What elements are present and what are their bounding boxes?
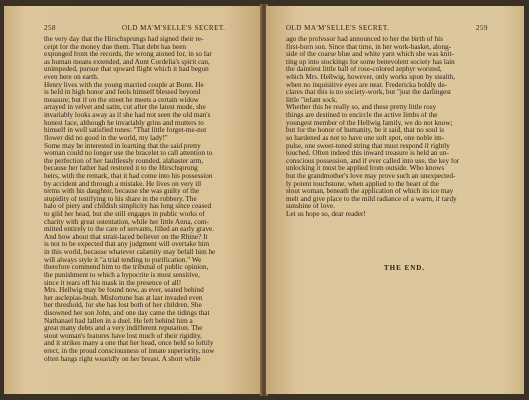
text-line: himself in well satisfied tones: "That little forget-me-not <box>44 127 207 135</box>
text-line: is not to be expected that any judgment will overtake him <box>44 241 210 249</box>
end-marker: THE END. <box>384 264 426 272</box>
text-line: little "infant sock. <box>286 96 338 104</box>
text-line: heirs, with the remark, that it had come into his possession <box>44 172 213 180</box>
page-number: 258 <box>44 24 56 32</box>
running-title: OLD MA'M'SELLE'S SECRET. <box>122 24 226 32</box>
text-line: in this world, because whatever calamity may befall him he <box>44 249 216 257</box>
text-line: Henry lives with the young married couple at Bonn. He <box>44 81 204 89</box>
text-line: pulse, one sweet-toned string that must respond if rightly <box>286 142 450 150</box>
text-line: unlocking it must be applied from outside. Who knows <box>286 165 445 173</box>
text-line: which Mrs. Hellwig, however, only works upon by stealth, <box>286 74 455 82</box>
text-line: melt and give place to the mild radiance of a warm, if tardy <box>286 195 457 203</box>
text-line: things are destined to encircle the active limbs of the <box>286 112 438 120</box>
text-line: to gild her head, but she still engages in public works of <box>44 211 205 219</box>
text-line: youngest member of the Hellwig family, we do not know; <box>286 119 453 127</box>
text-line: when no inquisitive eyes are near. Fredericka boldly de- <box>286 81 448 89</box>
text-line: invariably looks away as if she had not seen the old man's <box>44 112 211 120</box>
text-line: even here on earth. <box>44 74 99 82</box>
text-line: honest face, although he invariably grins and mutters to <box>44 119 204 127</box>
page-number: 259 <box>476 24 488 32</box>
text-line: ting up into stockings for some benevolent society has lain <box>286 58 455 66</box>
text-line: will always style it "a trial tending to purification." We <box>44 256 202 264</box>
text-line: is held in high honor and feels himself blessed beyond <box>44 89 201 97</box>
text-line: Whether this be really so, and these pretty little rosy <box>286 104 437 112</box>
text-line: halo of piety and childish simplicity has long since ceased <box>44 203 212 211</box>
right-page <box>266 6 524 394</box>
text-line: the punishment to which a hypocrite is most sensitive, <box>44 271 200 279</box>
text-line: ago the professor had announced to her the birth of his <box>286 36 443 43</box>
text-line: and it strikes many a one that her head, once held so loftily <box>44 340 214 348</box>
text-line: Let us hope so, dear reader! <box>286 211 366 219</box>
text-line: stout woman, beneath the application of which its ice may <box>286 188 454 196</box>
page-body-text <box>44 36 244 363</box>
text-line: as human means extended, and Aunt Cordelia's spirit can, <box>44 58 210 66</box>
text-line: but for the honor of humanity, be it said, that no soul is <box>286 127 445 135</box>
text-line: by accident and through a mistake. He lives on very ill <box>44 180 202 188</box>
text-line: clares that this is no society-work, but "just the darlingest <box>286 89 452 97</box>
text-line: side of the coarse blue and white yarn which she was knit- <box>286 51 454 59</box>
text-line: her asclepias-bush. Misfortune has at last invaded even <box>44 294 203 302</box>
text-line: measure; but if on the street he meets a certain widow <box>44 96 199 104</box>
text-line: the very day that the Hirschsprungs had signed their re- <box>44 36 204 43</box>
text-line: erect, in the proud consciousness of innate superiority, now <box>44 347 215 355</box>
text-line: ly potent touchstone, when applied to the heart of the <box>286 180 439 188</box>
text-line: Mrs. Hellwig may be found now, as ever, seated behind <box>44 287 204 295</box>
text-line: her threshold, for she has lost both of her children. She <box>44 302 202 310</box>
text-line: disowned her son John, and one day came the tidings that <box>44 309 210 317</box>
page-body-text <box>286 36 486 219</box>
text-line: so hardened as not to have one soft spot, one noble im- <box>286 134 445 142</box>
text-line: unimpeded, pursue that upward flight which it had begun <box>44 66 209 74</box>
text-line: stout woman's features have lost much of their rigidity, <box>44 332 202 340</box>
text-line: ceipt for the money due them. That debt has been <box>44 43 186 51</box>
text-line: charity with great ostentation, while her little Anna, com- <box>44 218 209 226</box>
text-line: flower did no good in the world, my lady!" <box>44 134 168 142</box>
text-line: expunged from the records, the wrong atoned for, in so far <box>44 51 212 59</box>
text-line: the perfection of her faultlessly rounded, alabaster arm, <box>44 157 204 165</box>
text-line: stupidity of testifying to his share in the robbery. The <box>44 195 197 203</box>
text-line: woman could no longer use the bracelet to call attention to <box>44 150 213 158</box>
text-line: first-born son. Since that time, in her work-basket, along- <box>286 43 452 51</box>
text-line: conscious possession, and if ever called into use, the key for <box>286 157 460 165</box>
text-line: because her father had restored it to the Hirschsprung <box>44 165 198 173</box>
text-line: the daintiest little ball of rose-colored zephyr worsted, <box>286 66 442 74</box>
text-line: Nathanael had fallen in a duel. He left behind him a <box>44 317 193 325</box>
text-line: therefore commend him to the tribunal of public opinion, <box>44 264 209 272</box>
text-line: great many debts and a very indifferent reputation. The <box>44 325 203 333</box>
running-title: OLD MA'M'SELLE'S SECRET. <box>286 24 390 32</box>
text-line: And how about that strait-laced believer on the Rhine? It <box>44 233 208 241</box>
text-line: Some may be interested in learning that the said pretty <box>44 142 201 150</box>
text-line: since it tears off his mask in the presence of all! <box>44 279 182 287</box>
left-page <box>4 6 262 394</box>
text-line: touched. Often indeed this inward treasure is held an un- <box>286 150 449 158</box>
text-line: terms with his daughter, because she was guilty of the <box>44 188 200 196</box>
text-line: arrayed in velvet and satin, cut after the latest mode, she <box>44 104 206 112</box>
text-line: mitted entirely to the care of servants, filled an early grave. <box>44 226 215 234</box>
text-line: sunshine of love. <box>286 203 335 211</box>
text-line: often hangs right wearidly on her breast. A short while <box>44 355 201 363</box>
text-line: but the grandmother's love may prove such an unexpected- <box>286 172 456 180</box>
